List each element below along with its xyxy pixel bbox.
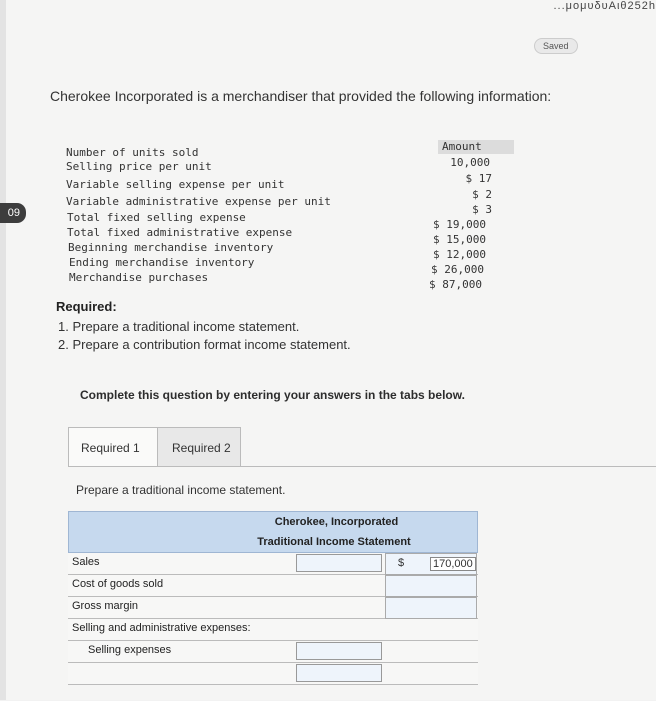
timer-text: 09 <box>8 207 20 219</box>
amount-cell[interactable] <box>385 597 477 619</box>
info-row-amount: $ 87,000 <box>429 278 482 291</box>
saved-badge: Saved <box>534 38 578 54</box>
info-row-amount: $ 2 <box>472 188 492 201</box>
row-label: Selling expenses <box>88 644 171 656</box>
row-input[interactable] <box>296 642 382 660</box>
tab-label: Required 2 <box>172 441 231 455</box>
top-right-fragment: ...μομυδυΑιθ252h <box>554 0 656 12</box>
amount-header: Amount <box>438 140 514 154</box>
info-row-label: Beginning merchandise inventory <box>68 241 273 254</box>
tab-required-1[interactable] <box>68 427 158 467</box>
row-input[interactable] <box>296 664 382 682</box>
info-row-label: Variable selling expense per unit <box>66 178 285 191</box>
tab-label: Required 1 <box>81 441 140 455</box>
sales-amount-input[interactable]: 170,000 <box>430 557 476 571</box>
info-row-amount: 10,000 <box>450 156 490 169</box>
info-row-amount: $ 3 <box>472 203 492 216</box>
info-row-amount: $ 15,000 <box>433 233 486 246</box>
info-row-label: Ending merchandise inventory <box>69 256 254 269</box>
intro-text: Cherokee Incorporated is a merchandiser that provided the following information: <box>50 88 551 104</box>
row-label: Sales <box>72 556 100 568</box>
tab-required-2[interactable] <box>157 427 241 467</box>
statement-row <box>68 619 478 641</box>
info-row-label: Variable administrative expense per unit <box>66 195 331 208</box>
info-row-label: Total fixed administrative expense <box>67 226 292 239</box>
timer-badge <box>0 203 26 223</box>
required-item: 1. Prepare a traditional income statement. <box>58 319 299 334</box>
required-item: 2. Prepare a contribution format income statement. <box>58 337 351 352</box>
info-row-label: Total fixed selling expense <box>67 211 246 224</box>
row-label: Cost of goods sold <box>72 578 163 590</box>
statement-header <box>68 511 478 553</box>
row-input[interactable] <box>296 554 382 572</box>
info-row-amount: $ 17 <box>466 172 493 185</box>
required-title: Required: <box>56 299 117 314</box>
info-row-amount: $ 12,000 <box>433 248 486 261</box>
row-label: Selling and administrative expenses: <box>72 622 251 634</box>
amount-cell[interactable] <box>385 575 477 597</box>
complete-instructions: Complete this question by entering your answers in the tabs below. <box>80 388 465 402</box>
statement-company: Cherokee, Incorporated <box>69 516 479 528</box>
info-row-label: Merchandise purchases <box>69 271 208 284</box>
statement-row <box>68 663 478 685</box>
left-edge <box>0 0 6 700</box>
statement-row <box>68 641 478 663</box>
info-row-amount: $ 26,000 <box>431 263 484 276</box>
panel-prompt: Prepare a traditional income statement. <box>76 483 285 497</box>
info-row-label: Selling price per unit <box>66 160 212 173</box>
dollar-sign: $ <box>398 557 404 569</box>
row-label: Gross margin <box>72 600 138 612</box>
info-row-label: Number of units sold <box>66 146 198 159</box>
info-row-amount: $ 19,000 <box>433 218 486 231</box>
statement-title: Traditional Income Statement <box>69 536 479 548</box>
sales-amount-cell[interactable] <box>385 553 477 575</box>
